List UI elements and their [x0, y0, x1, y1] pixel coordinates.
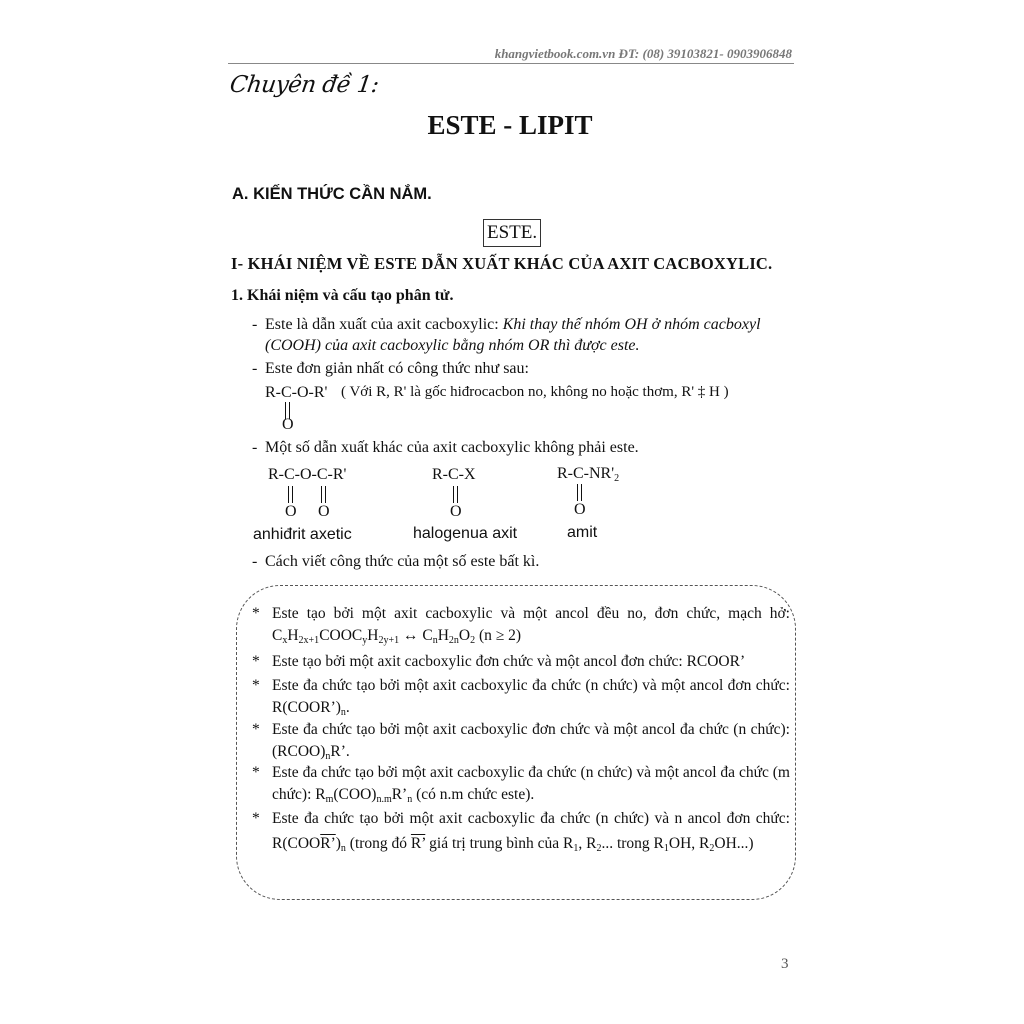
subscript: n — [407, 794, 413, 805]
text-segment: OH...) — [714, 835, 754, 852]
section-i-heading: I- KHÁI NIỆM VỀ ESTE DẪN XUẤT KHÁC CỦA AXIT CACBOXYLIC. — [231, 254, 773, 273]
text-segment: H — [367, 627, 379, 644]
box-item — [252, 806, 790, 856]
bullet-dash: - — [252, 316, 258, 333]
oxygen-atom: O — [285, 503, 297, 520]
box-item-text — [272, 605, 790, 644]
asterisk-bullet: * — [252, 721, 260, 738]
subscript: n — [325, 751, 331, 762]
text-segment: Este đa chức tạo bởi một axit cacboxylic đa chức (n chức) và một ancol đơn chức: R(COOR’) — [272, 677, 790, 716]
asterisk-bullet: * — [252, 605, 260, 622]
page-title: ESTE - LIPIT — [427, 110, 593, 140]
bullet-dash: - — [252, 360, 258, 377]
subscript: m — [325, 794, 334, 805]
subscript: 1 — [573, 843, 579, 854]
text-segment: OH, R — [668, 835, 710, 852]
definition-text: Este là dẫn xuất của axit cacboxylic: — [265, 316, 503, 333]
text-segment: Este tạo bởi một axit cacboxylic và một ancol đều no, đơn chức, mạch hở: — [272, 605, 790, 622]
bullet-writing-formulas: Cách viết công thức của một số este bất kì. — [265, 553, 540, 570]
oxygen-atom: O — [318, 503, 330, 520]
subscript: n — [340, 843, 346, 854]
acyl-halide-label: halogenua axit — [413, 525, 518, 542]
subscript: y — [362, 635, 368, 646]
oxygen-atom: O — [574, 501, 586, 518]
oxygen-atom: O — [450, 503, 462, 520]
subscript: 2 — [470, 635, 476, 646]
acyl-halide-formula: R-C-X — [432, 466, 476, 483]
subscript: n.m — [376, 794, 392, 805]
asterisk-bullet: * — [252, 653, 260, 670]
text-segment: Este đa chức tạo bởi một axit cacboxylic đa chức (n chức) và một ancol đa chức (m chức): R — [272, 764, 790, 803]
double-bond — [288, 486, 293, 503]
text-segment: COOC — [319, 627, 363, 644]
text-segment: , R — [578, 835, 597, 852]
text-segment: Este tạo bởi một axit cacboxylic đơn chức và một ancol đơn chức: RCOOR’ — [272, 653, 746, 670]
text-segment: ↔ C — [399, 627, 433, 644]
bullet-other-derivatives: Một số dẫn xuất khác của axit cacboxylic không phải este. — [265, 439, 639, 456]
box-item — [252, 762, 790, 806]
text-segment: (trong đó — [345, 835, 411, 852]
bullet-dash: - — [252, 439, 258, 456]
oxygen-atom: O — [282, 416, 294, 433]
text-segment: ) — [335, 835, 341, 852]
page-number: 3 — [781, 956, 789, 972]
chapter-label: Chuyên đề 1: — [228, 72, 381, 98]
box-item-text — [272, 653, 745, 670]
text-segment: (COO) — [333, 786, 377, 803]
box-item-text — [272, 677, 790, 716]
amide-label: amit — [567, 524, 598, 541]
text-segment: O — [458, 627, 471, 644]
anhydride-label: anhiđrit axetic — [253, 526, 352, 543]
double-bond — [577, 484, 582, 501]
anhydride-formula: R-C-O-C-R' — [268, 466, 347, 483]
definition-italic-cont: (COOH) của axit cacboxylic bằng nhóm OR thì được este. — [265, 337, 640, 354]
bullet-simplest-ester: Este đơn giản nhất có công thức như sau: — [265, 360, 529, 377]
box-item — [252, 719, 790, 763]
text-segment: H — [287, 627, 299, 644]
section-a-heading: A. KIẾN THỨC CẦN NẮM. — [232, 185, 432, 203]
text-segment: R’ — [391, 786, 408, 803]
text-segment: R’. — [330, 743, 350, 760]
amide-main: R-C-NR' — [557, 465, 615, 482]
subscript: 2 — [709, 843, 715, 854]
text-segment: (n ≥ 2) — [475, 627, 522, 644]
double-bond — [453, 486, 458, 503]
text-segment: giá trị trung bình của R — [425, 835, 574, 852]
box-item-text — [272, 721, 790, 760]
text-segment: . — [345, 699, 350, 716]
subscript: x — [282, 635, 288, 646]
text-segment: (có n.m chức este). — [412, 786, 535, 803]
definition-italic: Khi thay thế nhóm OH ở nhóm cacboxyl — [502, 316, 761, 333]
overlined-text: R’ — [410, 835, 426, 852]
asterisk-bullet: * — [252, 810, 260, 827]
subscript: n — [340, 707, 346, 718]
text-segment: ... trong R — [601, 835, 664, 852]
box-item — [252, 651, 790, 673]
amide-formula — [557, 465, 619, 483]
box-item-text — [272, 764, 790, 803]
text-segment: Este đa chức tạo bởi một axit cacboxylic đơn chức và một ancol đa chức (n chức): (RCOO) — [272, 721, 790, 760]
box-item-text — [272, 810, 790, 852]
subscript: 1 — [663, 843, 669, 854]
box-item — [252, 675, 790, 719]
bullet-definition — [265, 316, 761, 334]
ester-formula: R-C-O-R' — [265, 384, 328, 401]
asterisk-bullet: * — [252, 677, 260, 694]
subscript: n — [432, 635, 438, 646]
boxed-heading-este: ESTE. — [483, 219, 541, 247]
ester-note: ( Với R, R' là gốc hiđrocacbon no, không no hoặc thơm, R' ‡ H ) — [341, 384, 729, 400]
subscript: 2n — [448, 635, 459, 646]
overlined-text: R’ — [320, 835, 336, 852]
subsection-1-heading: 1. Khái niệm và cấu tạo phân tử. — [231, 287, 454, 304]
box-item — [252, 603, 790, 647]
text-segment: C — [272, 627, 283, 644]
header-site-contact: khangvietbook.com.vn ĐT: (08) 39103821- 0903906848 — [494, 46, 792, 61]
asterisk-bullet: * — [252, 764, 260, 781]
subscript: 2x+1 — [298, 635, 320, 646]
text-segment: Este đa chức tạo bởi một axit cacboxylic đa chức (n chức) và n ancol đơn chức: R(COO — [272, 810, 790, 852]
text-segment: H — [437, 627, 449, 644]
header-divider — [228, 63, 794, 64]
subscript: 2y+1 — [378, 635, 400, 646]
bullet-dash: - — [252, 553, 258, 570]
amide-subscript: 2 — [614, 473, 620, 484]
double-bond — [321, 486, 326, 503]
subscript: 2 — [596, 843, 602, 854]
